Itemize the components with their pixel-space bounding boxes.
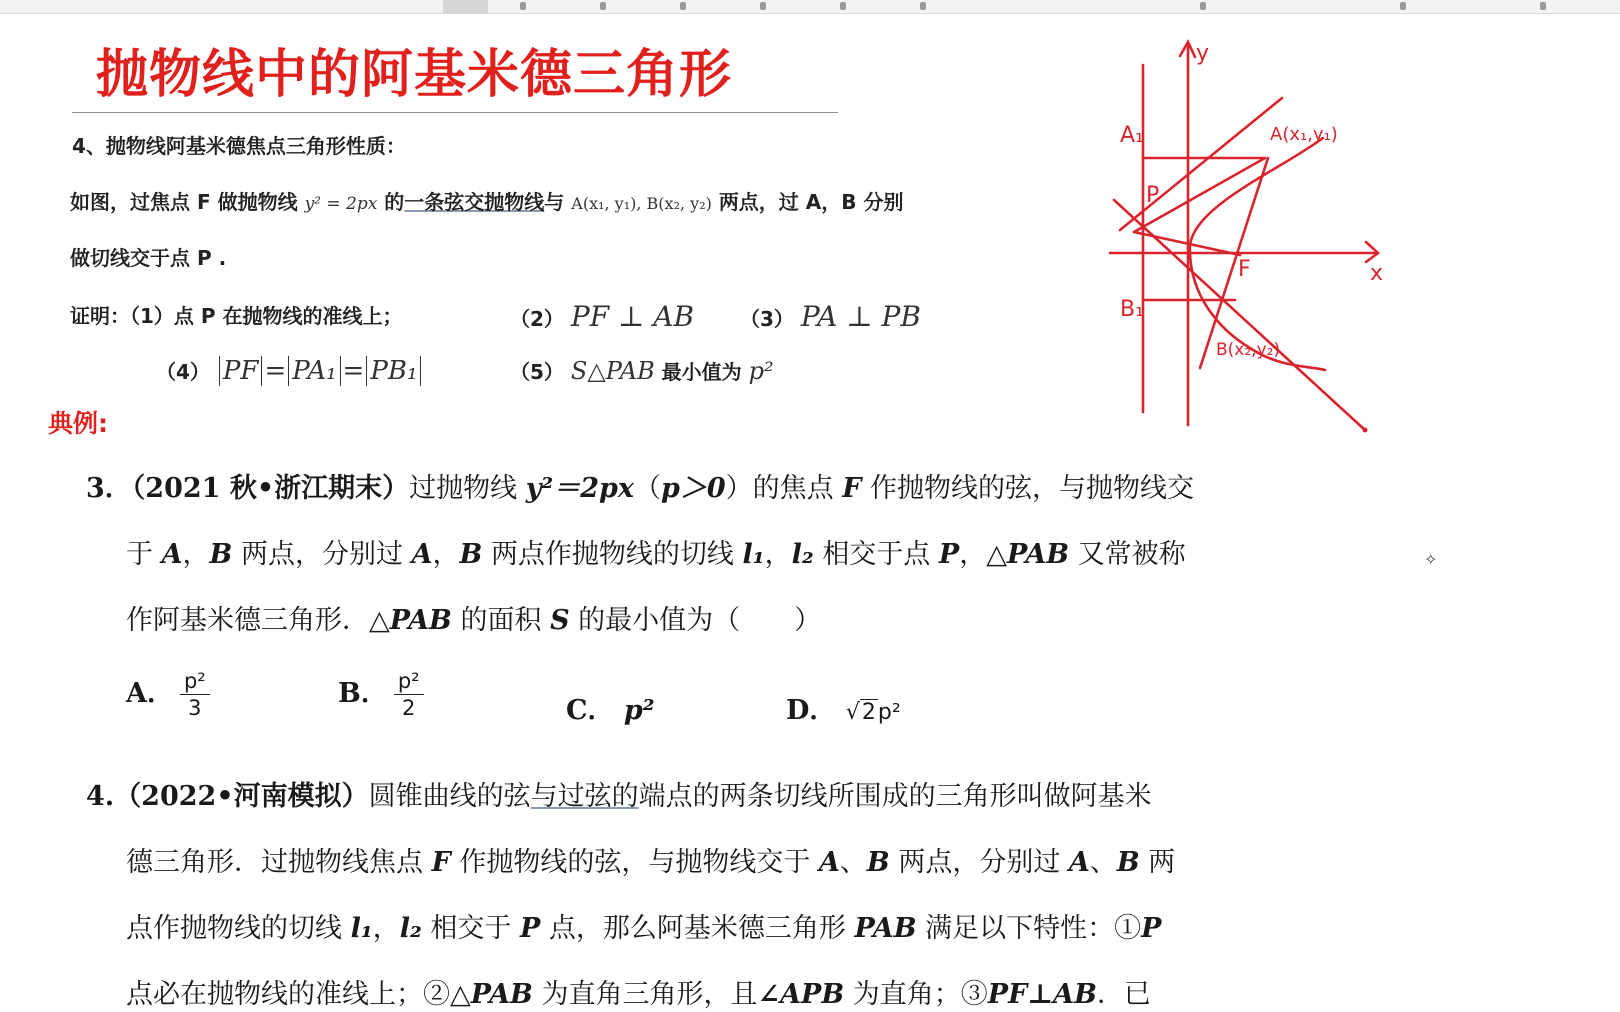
- q-text: ，: [182, 539, 210, 570]
- label-b: B(x₂,y₂): [1216, 340, 1281, 360]
- q-text: 作抛物线的弦，与抛物线交于: [459, 847, 811, 878]
- choice-d[interactable]: [786, 688, 901, 727]
- q-text: 的最小值为（ ）: [578, 605, 822, 636]
- toolbar-active-tab[interactable]: [443, 0, 488, 13]
- q-math: F: [842, 473, 862, 504]
- question4-line4: [126, 972, 1151, 1011]
- q-math: △PAB: [369, 605, 452, 636]
- choice-c[interactable]: [566, 688, 655, 727]
- question3-line2: [126, 532, 1186, 571]
- item5-value: p²: [748, 357, 774, 385]
- q-math: △PAB: [986, 539, 1070, 570]
- intro-text: 如图，过焦点 F 做抛物线: [70, 190, 298, 214]
- q-math: △PAB: [450, 979, 533, 1010]
- toolbar-tool-icon[interactable]: [760, 2, 766, 10]
- question4-line2: [126, 840, 1175, 879]
- q-text: 点作抛物线的切线: [126, 913, 342, 944]
- q-math: B: [866, 847, 890, 878]
- question3-number: 3．: [86, 473, 132, 504]
- equals-sign: =: [264, 356, 287, 386]
- q-text: ，: [432, 539, 460, 570]
- q-text: 满足以下特性：①: [925, 913, 1142, 944]
- q-math: P: [519, 913, 541, 944]
- q-text: 两: [1148, 847, 1176, 878]
- question3-line3: [126, 598, 821, 637]
- q-text: 德三角形．过抛物线焦点: [126, 847, 423, 878]
- q-text: 两点作抛物线的切线: [490, 539, 734, 570]
- choice-sqrt: √2p²: [845, 700, 901, 725]
- proof-item-5: [510, 356, 774, 385]
- intro-text: 与: [544, 190, 565, 214]
- choice-label: B．: [338, 678, 388, 709]
- q-math: l₂: [791, 539, 814, 570]
- q-math: A: [161, 539, 183, 570]
- item2-math: PF ⊥ AB: [570, 300, 695, 333]
- item-label: （3）: [740, 307, 794, 331]
- toolbar-tool-icon[interactable]: [600, 2, 606, 10]
- label-f: F: [1238, 257, 1251, 282]
- q-text: 、: [839, 847, 867, 878]
- toolbar-tool-icon[interactable]: [680, 2, 686, 10]
- choice-label: D．: [786, 695, 837, 726]
- question4-line1: [86, 774, 1152, 813]
- label-a1: A₁: [1120, 123, 1144, 148]
- q-text: 端点的两条切线所围成的三角形叫做阿基米: [638, 781, 1152, 812]
- q-math: l₂: [399, 913, 422, 944]
- proof-item-3: [740, 300, 921, 333]
- label-x: x: [1370, 261, 1384, 286]
- q-text: （: [633, 473, 661, 504]
- q-text: 作抛物线的弦，与抛物线交: [870, 473, 1195, 504]
- q-math: PF⊥AB: [987, 979, 1097, 1010]
- proof-line1: [70, 300, 403, 329]
- q-math: B: [459, 539, 483, 570]
- proof-item-2: [510, 300, 694, 333]
- title-divider: [72, 112, 838, 113]
- question4-number: 4.: [86, 781, 115, 812]
- choice-value: p²: [623, 695, 655, 726]
- choice-a[interactable]: [126, 668, 210, 721]
- label-a: A(x₁,y₁): [1270, 124, 1338, 145]
- q-math: B: [1116, 847, 1140, 878]
- end-dot: [1363, 428, 1368, 433]
- cursor-sparkle-icon: ✧: [1424, 550, 1438, 569]
- item4-pb1: PB₁: [366, 356, 421, 386]
- q-math: P: [938, 539, 960, 570]
- q-text: 两点，分别过: [240, 539, 403, 570]
- fraction-denominator: 3: [188, 696, 202, 720]
- toolbar-tool-icon[interactable]: [840, 2, 846, 10]
- toolbar-tool-icon[interactable]: [1400, 2, 1406, 10]
- q-text: 点，那么阿基米德三角形: [548, 913, 846, 944]
- proof-item-1: （1）点 P 在抛物线的准线上；: [130, 304, 403, 328]
- item4-pf: PF: [219, 356, 263, 386]
- parabola-diagram: [1100, 30, 1400, 460]
- tangent-a: [1120, 98, 1282, 230]
- item3-math: PA ⊥ PB: [800, 300, 921, 333]
- choice-fraction: [180, 668, 210, 721]
- toolbar-tool-icon[interactable]: [920, 2, 926, 10]
- toolbar-tool-icon[interactable]: [520, 2, 526, 10]
- equals-sign: =: [342, 356, 365, 386]
- choice-b[interactable]: [338, 668, 424, 721]
- question4-source: （2022•河南模拟）: [114, 781, 369, 812]
- proof-item-4: [156, 356, 423, 386]
- q-text: ，: [764, 539, 792, 570]
- q-text: 点必在抛物线的准线上；②: [126, 979, 450, 1010]
- sqrt-rest: p²: [877, 700, 901, 725]
- q-math: F: [431, 847, 451, 878]
- item-label: （4）: [156, 360, 210, 384]
- q-math: l₁: [742, 539, 765, 570]
- property-heading: 4、抛物线阿基米德焦点三角形性质：: [72, 134, 406, 158]
- fraction-denominator: 2: [402, 696, 416, 720]
- q-text: 相交于: [430, 913, 512, 944]
- item-label: （5）: [510, 360, 564, 384]
- q-text: 两点，分别过: [898, 847, 1061, 878]
- item4-pa1: PA₁: [288, 356, 340, 386]
- intro-text: 的: [384, 190, 405, 214]
- q-text: ）的焦点: [725, 473, 834, 504]
- sqrt-radicand: 2: [861, 700, 876, 725]
- q-text: 又常被称: [1077, 539, 1186, 570]
- proof-label: 证明：: [70, 304, 130, 328]
- choice-fraction: [394, 668, 424, 721]
- q-text: 圆锥曲线的弦: [368, 781, 531, 812]
- points-equation: A(x₁, y₁), B(x₂, y₂): [571, 194, 712, 213]
- top-toolbar: [0, 0, 1620, 14]
- label-b1: B₁: [1120, 297, 1144, 322]
- q-math: S: [550, 605, 570, 636]
- q-underlined: 与过弦的: [530, 781, 639, 812]
- label-p: P: [1146, 183, 1160, 208]
- question3-line1: [86, 466, 1194, 505]
- examples-label: 典例:: [48, 409, 108, 438]
- q-math: A: [818, 847, 840, 878]
- item5-math: S△PAB: [570, 357, 655, 385]
- intro-text: 两点，过 A，B 分别: [718, 190, 904, 214]
- q-text: 过抛物线: [409, 473, 518, 504]
- q-math: A: [411, 539, 433, 570]
- q-text: ，: [372, 913, 400, 944]
- q-math: A: [1068, 847, 1090, 878]
- parabola-equation: y² = 2px: [304, 194, 378, 214]
- q-text: 为直角三角形，且: [541, 979, 758, 1010]
- q-math: B: [209, 539, 233, 570]
- q-math: PAB: [854, 913, 917, 944]
- q-text: 于: [126, 539, 153, 570]
- q-text: 相交于点: [822, 539, 931, 570]
- q-text: 的面积: [460, 605, 542, 636]
- q-math: l₁: [350, 913, 373, 944]
- toolbar-tool-icon[interactable]: [1540, 2, 1546, 10]
- fraction-numerator: p²: [394, 668, 424, 695]
- property-intro-line2: 做切线交于点 P .: [70, 246, 227, 270]
- page-title: 抛物线中的阿基米德三角形: [96, 45, 733, 105]
- q-text: 为直角；③: [852, 979, 988, 1010]
- item5-text: 最小值为: [661, 360, 742, 384]
- q-math: y²＝2px: [525, 473, 634, 504]
- item-label: （2）: [510, 307, 564, 331]
- choice-label: C．: [566, 695, 615, 726]
- choice-label: A．: [126, 678, 174, 709]
- q-text: ，: [959, 539, 987, 570]
- q-text: 、: [1089, 847, 1117, 878]
- question3-source: （2021 秋•浙江期末）: [131, 473, 410, 504]
- question4-line3: [126, 906, 1161, 945]
- toolbar-tool-icon[interactable]: [1200, 2, 1206, 10]
- q-math: ∠APB: [757, 979, 845, 1010]
- q-text: ．已: [1096, 979, 1151, 1010]
- label-y: y: [1196, 41, 1210, 66]
- q-math: P: [1141, 913, 1162, 944]
- q-text: 作阿基米德三角形．: [126, 605, 369, 636]
- intro-underlined: 一条弦交抛物线: [404, 190, 545, 214]
- property-intro-line1: [70, 186, 903, 215]
- q-math: p＞0: [660, 473, 726, 504]
- fraction-numerator: p²: [180, 668, 210, 695]
